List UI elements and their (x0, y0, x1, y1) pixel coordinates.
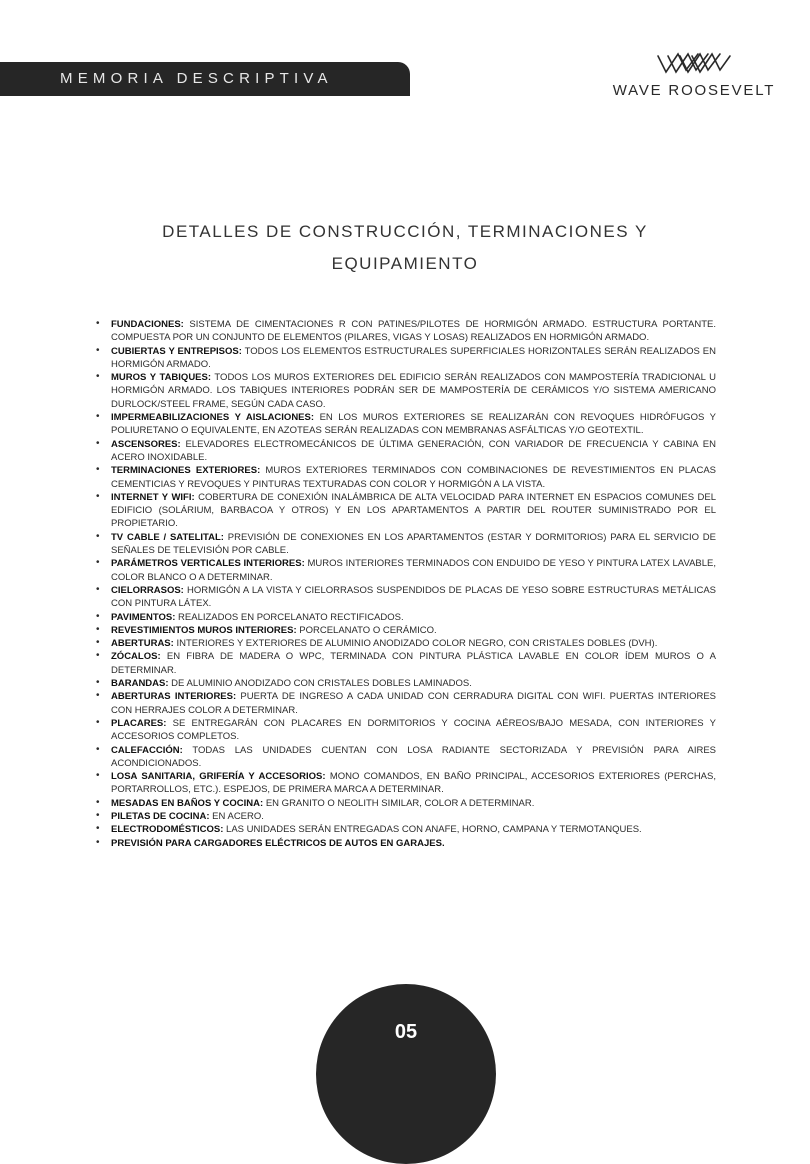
spec-item (96, 411, 716, 438)
bullet-icon: • (96, 530, 100, 542)
spec-text: MONO COMANDOS, EN BAÑO PRINCIPAL, ACCESORIOS EXTERIORES (PERCHAS, PORTARROLLOS, ETC.). ESPEJOS, DE PRIMERA MARCA A DETERMINAR. (111, 771, 716, 796)
spec-label: IMPERMEABILIZACIONES Y AISLACIONES: (111, 412, 315, 424)
spec-label: TV CABLE / SATELITAL: (111, 531, 224, 543)
spec-label: ASCENSORES: (111, 438, 181, 450)
spec-text: EN ACERO. (209, 810, 264, 822)
spec-text: TODAS LAS UNIDADES CUENTAN CON LOSA RADIANTE SECTORIZADA Y PREVISIÓN PARA AIRES ACONDICIONADOS. (111, 744, 716, 769)
bullet-icon: • (96, 836, 100, 848)
spec-item (96, 531, 716, 558)
spec-item (96, 318, 716, 345)
spec-item (96, 744, 716, 771)
spec-item (96, 690, 716, 717)
spec-text: REALIZADOS EN PORCELANATO RECTIFICADOS. (175, 611, 404, 623)
section-title-line1: DETALLES DE CONSTRUCCIÓN, TERMINACIONES Y (162, 222, 648, 241)
bullet-icon: • (96, 610, 100, 622)
spec-item (96, 438, 716, 465)
spec-item (96, 810, 716, 823)
spec-item (96, 464, 716, 491)
spec-item (96, 650, 716, 677)
bullet-icon: • (96, 371, 100, 383)
spec-text: ELEVADORES ELECTROMECÁNICOS DE ÚLTIMA GENERACIÓN, CON VARIADOR DE FRECUENCIA Y CABINA EN ACERO INOXIDABLE. (111, 438, 716, 463)
spec-text: SISTEMA DE CIMENTACIONES R CON PATINES/PILOTES DE HORMIGÓN ARMADO. ESTRUCTURA PORTANTE. COMPUESTA POR UN CONJUNTO DE ELEMENTOS (PILARES, VIGAS Y LOSAS) REALIZADOS EN HORMIGÓN ARMADO. (111, 319, 716, 344)
section-title-line2: EQUIPAMIENTO (331, 254, 479, 273)
spec-label: REVESTIMIENTOS MUROS INTERIORES: (111, 624, 297, 636)
spec-label: MESADAS EN BAÑOS Y COCINA: (111, 797, 264, 809)
page-number-badge (316, 984, 496, 1164)
spec-item (96, 345, 716, 372)
bullet-icon: • (96, 743, 100, 755)
spec-label: TERMINACIONES EXTERIORES: (111, 465, 261, 477)
brand-logo (604, 50, 784, 110)
bullet-icon: • (96, 677, 100, 689)
bullet-icon: • (96, 809, 100, 821)
bullet-icon: • (96, 716, 100, 728)
spec-item (96, 624, 716, 637)
spec-item (96, 557, 716, 584)
spec-label: MUROS Y TABIQUES: (111, 372, 212, 384)
spec-label: FUNDACIONES: (111, 319, 184, 330)
spec-text: HORMIGÓN A LA VISTA Y CIELORRASOS SUSPENDIDOS DE PLACAS DE YESO SOBRE ESTRUCTURAS METÁLICAS CON PINTURA LÁTEX. (111, 584, 716, 610)
spec-label: LOSA SANITARIA, GRIFERÍA Y ACCESORIOS: (111, 771, 326, 783)
spec-text: TODOS LOS ELEMENTOS ESTRUCTURALES SUPERFICIALES HORIZONTALES SERÁN REALIZADOS EN HORMIGÓN ARMADO. (111, 345, 716, 370)
spec-label: INTERNET Y WIFI: (111, 491, 195, 503)
spec-item (96, 677, 716, 690)
spec-text: DE ALUMINIO ANODIZADO CON CRISTALES DOBLES LAMINADOS. (168, 678, 472, 690)
spec-item (96, 491, 716, 531)
specifications-list (96, 318, 716, 850)
spec-label: PARÁMETROS VERTICALES INTERIORES: (111, 558, 305, 570)
brand-name: WAVE ROOSEVELT (612, 82, 776, 99)
bullet-icon: • (96, 637, 100, 649)
spec-label: ABERTURAS: (111, 638, 174, 650)
spec-label: PAVIMENTOS: (111, 611, 176, 623)
spec-item (96, 717, 716, 744)
spec-text: LAS UNIDADES SERÁN ENTREGADAS CON ANAFE, HORNO, CAMPANA Y TERMOTANQUES. (223, 824, 642, 836)
spec-item (96, 770, 716, 797)
spec-label: PLACARES: (111, 717, 167, 729)
bullet-icon: • (96, 650, 100, 662)
bullet-icon: • (96, 490, 100, 502)
spec-label: ELECTRODOMÉSTICOS: (111, 824, 224, 836)
bullet-icon: • (96, 411, 100, 423)
bullet-icon: • (96, 770, 100, 782)
spec-item (96, 837, 716, 850)
spec-text: SE ENTREGARÁN CON PLACARES EN DORMITORIOS Y COCINA AÉREOS/BAJO MESADA, CON INTERIORES Y ACCESORIOS COMPLETOS. (111, 717, 716, 743)
page-number: 05 (394, 1021, 418, 1043)
bullet-icon: • (96, 318, 100, 329)
spec-label: CALEFACCIÓN: (111, 744, 183, 756)
spec-item (96, 584, 716, 611)
spec-text: TODOS LOS MUROS EXTERIORES DEL EDIFICIO SERÁN REALIZADOS CON MAMPOSTERÍA TRADICIONAL U HORMIGÓN ARMADO. LOS TABIQUES INTERIORES PODRÁN SER DE MAMPOSTERÍA DE CERÁMICOS Y/O SISTEMA AMERICANO DURLOCK/STEEL FRAME, SEGÚN CADA CASO. (111, 372, 716, 410)
bullet-icon: • (96, 557, 100, 569)
wave-logo-icon (656, 50, 732, 76)
spec-text: PREVISIÓN DE CONEXIONES EN LOS APARTAMENTOS (ESTAR Y DORMITORIOS) PARA EL SERVICIO DE SEÑALES DE TELEVISIÓN POR CABLE. (111, 531, 717, 557)
spec-label: ABERTURAS INTERIORES: (111, 691, 237, 703)
spec-text: MUROS EXTERIORES TERMINADOS CON COMBINACIONES DE REVESTIMIENTOS EN PLACAS CEMENTICIAS Y REVOQUES Y PINTURAS TEXTURADAS CON COLOR Y HORMIGÓN A LA VISTA. (111, 465, 716, 490)
spec-item (96, 823, 716, 836)
spec-text: PORCELANATO O CERÁMICO. (296, 624, 437, 636)
spec-label: BARANDAS: (111, 678, 169, 690)
spec-label: CIELORRASOS: (111, 584, 184, 596)
spec-text: INTERIORES Y EXTERIORES DE ALUMINIO ANODIZADO COLOR NEGRO, CON CRISTALES DOBLES (DVH). (173, 638, 658, 650)
section-title (140, 216, 670, 280)
spec-item (96, 797, 716, 810)
bullet-icon: • (96, 464, 100, 476)
spec-text: COBERTURA DE CONEXIÓN INALÁMBRICA DE ALTA VELOCIDAD PARA INTERNET EN ESPACIOS COMUNES DEL EDIFICIO (SOLÁRIUM, BARBACOA Y OTROS) Y EN LOS APARTAMENTOS A PARTIR DEL ROUTER SUMINISTRADO POR EL PROPIETARIO. (111, 491, 716, 530)
spec-label: CUBIERTAS Y ENTREPISOS: (111, 345, 242, 357)
bullet-icon: • (96, 583, 100, 595)
bullet-icon: • (96, 823, 100, 835)
spec-item (96, 637, 716, 650)
spec-text: EN GRANITO O NEOLITH SIMILAR, COLOR A DETERMINAR. (263, 797, 535, 809)
banner-title: MEMORIA DESCRIPTIVA (60, 70, 333, 87)
spec-text: PUERTA DE INGRESO A CADA UNIDAD CON CERRADURA DIGITAL CON WIFI. PUERTAS INTERIORES CON HERRAJES COLOR A DETERMINAR. (111, 691, 716, 716)
header-banner (0, 62, 410, 96)
spec-label: PILETAS DE COCINA: (111, 810, 210, 822)
spec-label: PREVISIÓN PARA CARGADORES ELÉCTRICOS DE AUTOS EN GARAJES. (111, 837, 445, 849)
spec-text: EN FIBRA DE MADERA O WPC, TERMINADA CON PINTURA PLÁSTICA LAVABLE EN COLOR ÍDEM MUROS O A DETERMINAR. (111, 651, 716, 676)
spec-item (96, 611, 716, 624)
spec-text: MUROS INTERIORES TERMINADOS CON ENDUIDO DE YESO Y PINTURA LATEX LAVABLE, COLOR BLANCO O A DETERMINAR. (111, 558, 717, 583)
spec-text: EN LOS MUROS EXTERIORES SE REALIZARÁN CON REVOQUES HIDRÓFUGOS Y POLIURETANO O EQUIVALENTE, EN AZOTEAS SERÁN REALIZADAS CON MEMBRANAS ASFÁLTICAS Y/O GEOTEXTIL. (111, 412, 716, 437)
bullet-icon: • (96, 796, 100, 808)
spec-label: ZÓCALOS: (111, 651, 161, 663)
bullet-icon: • (96, 437, 100, 449)
bullet-icon: • (96, 623, 100, 635)
bullet-icon: • (96, 690, 100, 702)
spec-item (96, 371, 716, 411)
bullet-icon: • (96, 344, 100, 356)
